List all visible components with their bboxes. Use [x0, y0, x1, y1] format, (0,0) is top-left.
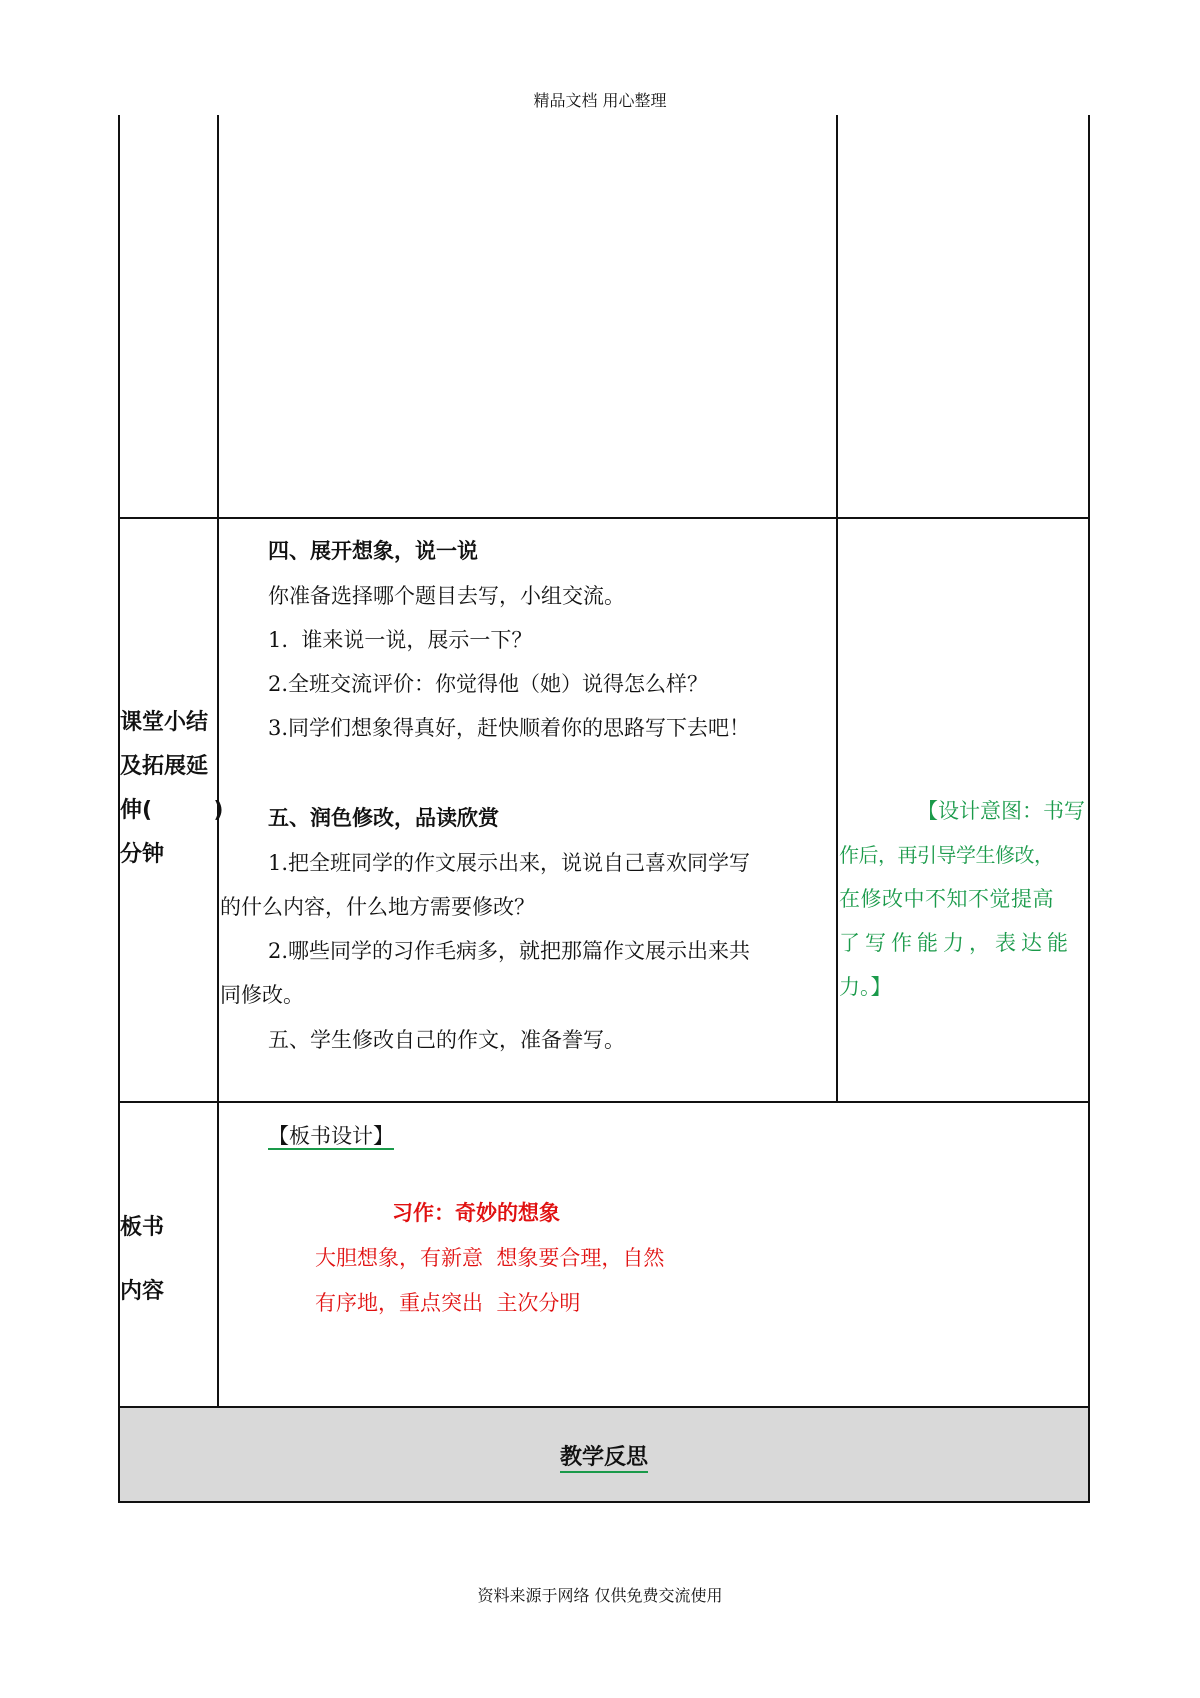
board-title: 习作：奇妙的想象: [392, 1200, 560, 1225]
board-label-line: 板书: [120, 1215, 165, 1240]
board-label-line: 内容: [120, 1279, 165, 1304]
heading-polish: 五、润色修改，品读欣赏: [268, 805, 499, 830]
table-row-line-1: [118, 517, 1090, 519]
summary-label-line: 伸( ): [120, 798, 224, 823]
item-5-1-line-b: 的什么内容，什么地方需要修改？: [220, 895, 535, 919]
table-row-line-2: [118, 1101, 1090, 1103]
summary-label-line: 分钟: [120, 842, 165, 867]
item-5-2-line-a: 2.哪些同学的习作毛病多，就把那篇作文展示出来共: [268, 939, 751, 963]
page-footer: 资料来源于网络 仅供免费交流使用: [477, 1586, 723, 1605]
design-intent-line: 了写作能力，表达能: [839, 931, 1073, 955]
summary-label-line: 课堂小结: [120, 710, 209, 735]
board-label: [120, 1210, 216, 1318]
item-2: 2.全班交流评价：你觉得他（她）说得怎么样？: [268, 672, 709, 696]
design-intent-line: 作后，再引导学生修改，: [839, 843, 1054, 867]
table-row-line-3: [118, 1406, 1090, 1408]
item-3: 3.同学们想象得真好，赶快顺着你的思路写下去吧！: [268, 716, 751, 740]
item-5-2-line-b: 同修改。: [220, 983, 304, 1007]
design-intent-line: 力。】: [839, 975, 892, 999]
design-intent: [839, 795, 1087, 1015]
page-header: 精品文档 用心整理: [533, 91, 667, 110]
table-border-right: [1088, 115, 1090, 1503]
item-5-1-line-a: 1.把全班同学的作文展示出来，说说自己喜欢同学写: [268, 851, 751, 875]
board-line-1: 大胆想象，有新意 想象要合理，自然: [315, 1246, 665, 1270]
item-final: 五、学生修改自己的作文，准备誊写。: [268, 1028, 625, 1052]
board-title-tag: 【板书设计】: [268, 1124, 394, 1148]
heading-imagine: 四、展开想象，说一说: [268, 538, 478, 563]
design-intent-line: 在修改中不知不觉提高: [839, 887, 1054, 911]
summary-label-line: 及拓展延: [120, 754, 209, 779]
board-line-2: 有序地，重点突出 主次分明: [315, 1291, 581, 1315]
table-divider-notes: [836, 115, 838, 1102]
design-intent-line: 【设计意图：书写: [917, 799, 1085, 823]
reflection-title: 教学反思: [118, 1440, 1090, 1471]
line-choose-topic: 你准备选择哪个题目去写，小组交流。: [268, 584, 625, 608]
item-1: 1. 谁来说一说，展示一下？: [268, 628, 533, 652]
table-row-line-4: [118, 1501, 1090, 1503]
summary-label: [120, 705, 224, 881]
